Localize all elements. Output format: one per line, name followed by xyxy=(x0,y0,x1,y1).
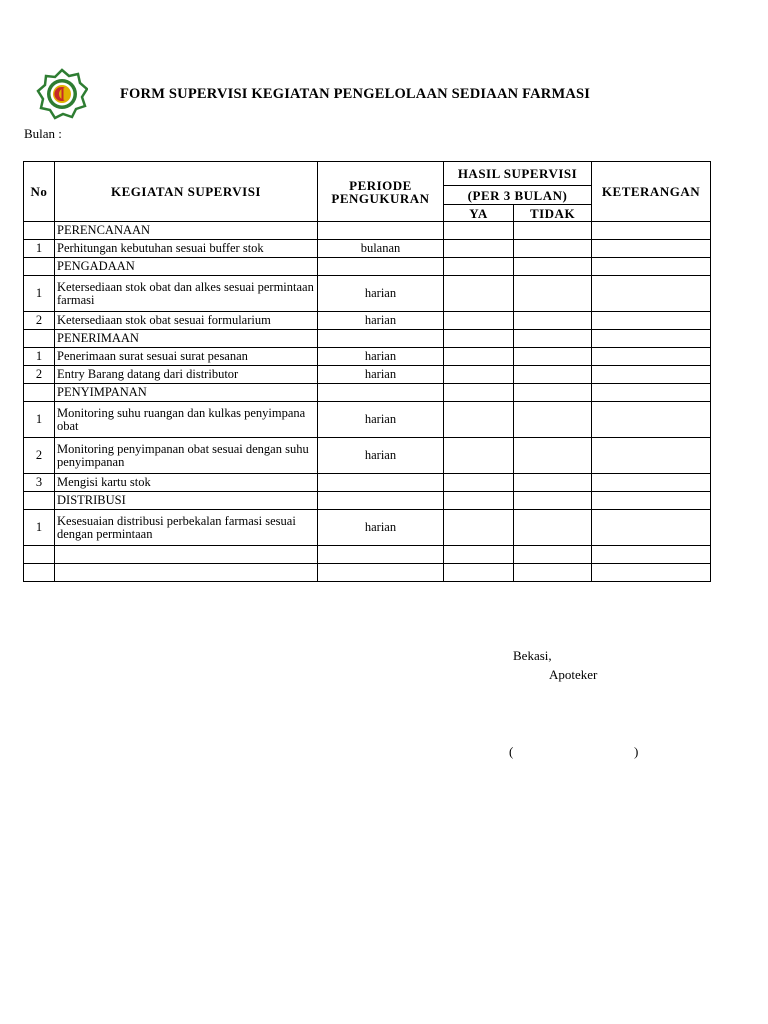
kegiatan-cell: Entry Barang datang dari distributor xyxy=(55,366,318,384)
bulan-label: Bulan : xyxy=(24,126,62,141)
signature-close-paren: ) xyxy=(634,744,639,759)
periode-cell xyxy=(318,474,444,492)
keterangan-cell[interactable] xyxy=(592,276,711,312)
keterangan-cell[interactable] xyxy=(592,366,711,384)
tidak-cell[interactable] xyxy=(514,474,592,492)
empty-row xyxy=(24,564,711,582)
periode-cell: harian xyxy=(318,348,444,366)
ya-cell[interactable] xyxy=(444,402,514,438)
ya-cell[interactable] xyxy=(444,438,514,474)
keterangan-cell[interactable] xyxy=(592,438,711,474)
tidak-cell[interactable] xyxy=(514,276,592,312)
ya-cell[interactable] xyxy=(444,240,514,258)
form-title: FORM SUPERVISI KEGIATAN PENGELOLAAN SEDIAAN FARMASI xyxy=(120,86,591,102)
keterangan-cell[interactable] xyxy=(592,474,711,492)
ya-cell[interactable] xyxy=(444,222,514,240)
table-row xyxy=(24,510,711,546)
periode-cell: harian xyxy=(318,438,444,474)
keterangan-cell[interactable] xyxy=(592,384,711,402)
section-label: PENYIMPANAN xyxy=(55,384,318,402)
kegiatan-cell: Penerimaan surat sesuai surat pesanan xyxy=(55,348,318,366)
section-row xyxy=(24,222,711,240)
table-row xyxy=(24,348,711,366)
no-cell: 3 xyxy=(24,474,55,492)
keterangan-cell[interactable] xyxy=(592,492,711,510)
periode-cell xyxy=(318,492,444,510)
no-cell: 1 xyxy=(24,348,55,366)
header-periode: PERIODE PENGUKURAN xyxy=(318,162,444,222)
empty-row xyxy=(24,546,711,564)
header-hasil: HASIL SUPERVISI xyxy=(444,162,592,186)
tidak-cell[interactable] xyxy=(514,402,592,438)
section-label: PERENCANAAN xyxy=(55,222,318,240)
tidak-cell[interactable] xyxy=(514,384,592,402)
pharmacy-emblem-icon xyxy=(36,68,88,120)
ya-cell[interactable] xyxy=(444,312,514,330)
tidak-cell[interactable] xyxy=(514,312,592,330)
periode-cell xyxy=(318,564,444,582)
ya-cell[interactable] xyxy=(444,276,514,312)
table-row xyxy=(24,474,711,492)
keterangan-cell[interactable] xyxy=(592,312,711,330)
ya-cell[interactable] xyxy=(444,492,514,510)
section-label: PENERIMAAN xyxy=(55,330,318,348)
ya-cell[interactable] xyxy=(444,510,514,546)
ya-cell[interactable] xyxy=(444,384,514,402)
header-kegiatan: KEGIATAN SUPERVISI xyxy=(55,162,318,222)
tidak-cell[interactable] xyxy=(514,348,592,366)
periode-cell xyxy=(318,222,444,240)
table-row xyxy=(24,402,711,438)
keterangan-cell[interactable] xyxy=(592,546,711,564)
tidak-cell[interactable] xyxy=(514,240,592,258)
table-body xyxy=(24,222,711,582)
no-cell: 1 xyxy=(24,240,55,258)
table-row xyxy=(24,312,711,330)
ya-cell[interactable] xyxy=(444,330,514,348)
keterangan-cell[interactable] xyxy=(592,240,711,258)
periode-cell xyxy=(318,258,444,276)
keterangan-cell[interactable] xyxy=(592,348,711,366)
section-row xyxy=(24,330,711,348)
table-row xyxy=(24,276,711,312)
signature-place: Bekasi, xyxy=(513,648,552,663)
keterangan-cell[interactable] xyxy=(592,258,711,276)
kegiatan-cell: Ketersediaan stok obat sesuai formularium xyxy=(55,312,318,330)
no-cell: 2 xyxy=(24,366,55,384)
table-row xyxy=(24,240,711,258)
no-cell: 2 xyxy=(24,438,55,474)
ya-cell[interactable] xyxy=(444,366,514,384)
kegiatan-cell: Monitoring penyimpanan obat sesuai dengan suhu penyimpanan xyxy=(55,438,318,474)
table-row xyxy=(24,366,711,384)
no-cell xyxy=(24,258,55,276)
no-cell xyxy=(24,330,55,348)
tidak-cell[interactable] xyxy=(514,546,592,564)
kegiatan-cell xyxy=(55,564,318,582)
ya-cell[interactable] xyxy=(444,348,514,366)
tidak-cell[interactable] xyxy=(514,564,592,582)
header-keterangan: KETERANGAN xyxy=(592,162,711,222)
section-row xyxy=(24,384,711,402)
tidak-cell[interactable] xyxy=(514,438,592,474)
tidak-cell[interactable] xyxy=(514,330,592,348)
ya-cell[interactable] xyxy=(444,474,514,492)
ya-cell[interactable] xyxy=(444,564,514,582)
keterangan-cell[interactable] xyxy=(592,402,711,438)
no-cell: 1 xyxy=(24,276,55,312)
periode-cell: harian xyxy=(318,276,444,312)
periode-cell xyxy=(318,384,444,402)
section-label: PENGADAAN xyxy=(55,258,318,276)
periode-cell: harian xyxy=(318,312,444,330)
keterangan-cell[interactable] xyxy=(592,510,711,546)
section-row xyxy=(24,258,711,276)
no-cell xyxy=(24,222,55,240)
periode-cell xyxy=(318,330,444,348)
tidak-cell[interactable] xyxy=(514,222,592,240)
tidak-cell[interactable] xyxy=(514,366,592,384)
tidak-cell[interactable] xyxy=(514,258,592,276)
no-cell xyxy=(24,384,55,402)
kegiatan-cell: Kesesuaian distribusi perbekalan farmasi sesuai dengan permintaan xyxy=(55,510,318,546)
kegiatan-cell xyxy=(55,546,318,564)
ya-cell[interactable] xyxy=(444,546,514,564)
periode-cell: harian xyxy=(318,402,444,438)
kegiatan-cell: Perhitungan kebutuhan sesuai buffer stok xyxy=(55,240,318,258)
periode-cell: harian xyxy=(318,366,444,384)
kegiatan-cell: Ketersediaan stok obat dan alkes sesuai permintaan farmasi xyxy=(55,276,318,312)
section-row xyxy=(24,492,711,510)
periode-cell: harian xyxy=(318,510,444,546)
table-row xyxy=(24,438,711,474)
keterangan-cell[interactable] xyxy=(592,330,711,348)
header-tidak: TIDAK xyxy=(514,205,592,222)
section-label: DISTRIBUSI xyxy=(55,492,318,510)
keterangan-cell[interactable] xyxy=(592,564,711,582)
supervisi-table xyxy=(23,161,711,582)
no-cell: 2 xyxy=(24,312,55,330)
no-cell: 1 xyxy=(24,510,55,546)
tidak-cell[interactable] xyxy=(514,492,592,510)
tidak-cell[interactable] xyxy=(514,510,592,546)
header-per3: (PER 3 BULAN) xyxy=(444,186,592,205)
no-cell: 1 xyxy=(24,402,55,438)
signature-role: Apoteker xyxy=(549,667,598,682)
keterangan-cell[interactable] xyxy=(592,222,711,240)
signature-open-paren: ( xyxy=(509,744,514,759)
periode-cell xyxy=(318,546,444,564)
kegiatan-cell: Mengisi kartu stok xyxy=(55,474,318,492)
kegiatan-cell: Monitoring suhu ruangan dan kulkas penyimpana obat xyxy=(55,402,318,438)
ya-cell[interactable] xyxy=(444,258,514,276)
header-ya: YA xyxy=(444,205,514,222)
no-cell xyxy=(24,546,55,564)
no-cell xyxy=(24,564,55,582)
periode-cell: bulanan xyxy=(318,240,444,258)
header-no: No xyxy=(24,162,55,222)
no-cell xyxy=(24,492,55,510)
